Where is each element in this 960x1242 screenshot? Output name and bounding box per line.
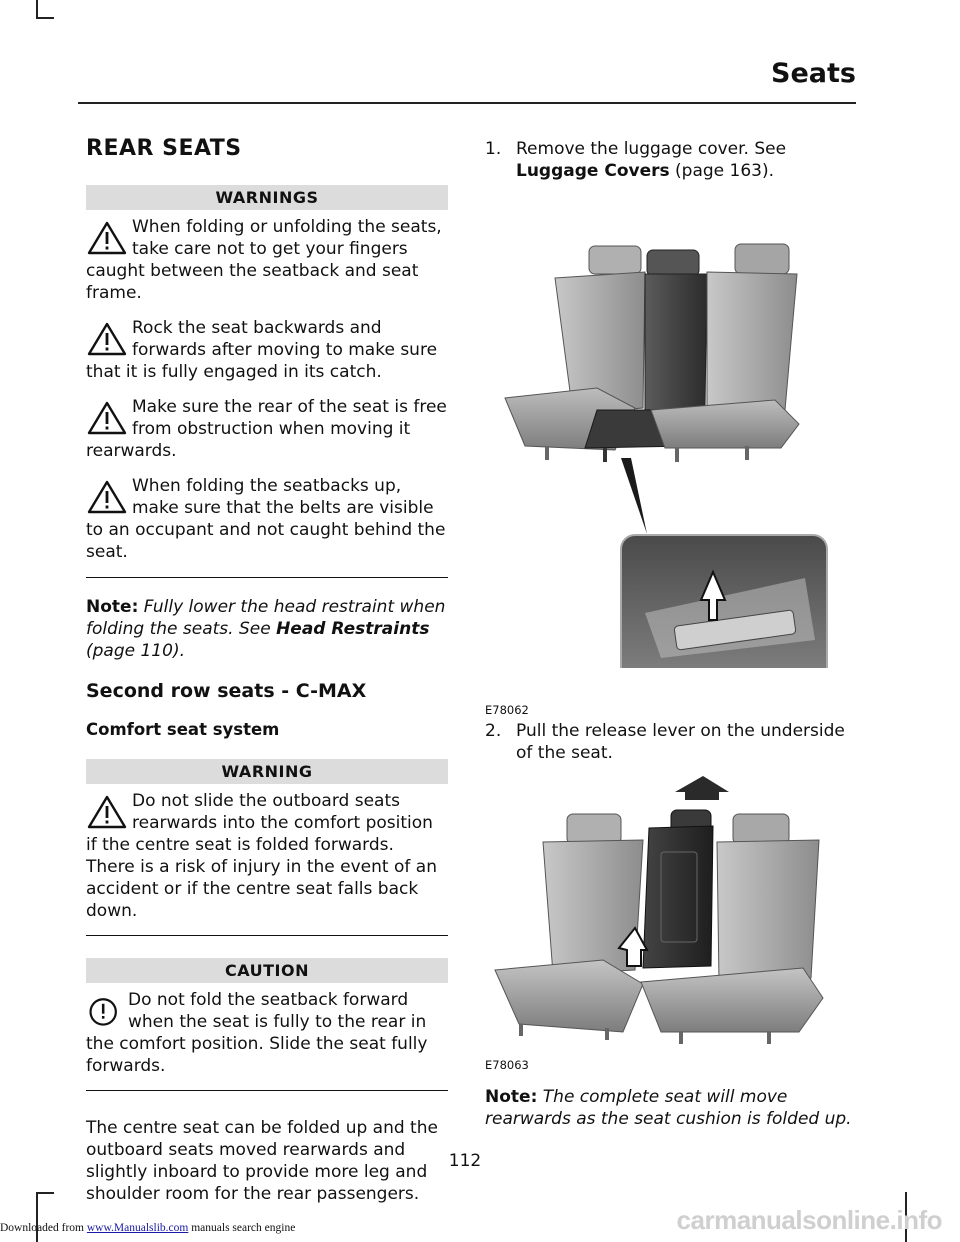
caution-exclamation-icon [86,993,124,1029]
warning-triangle-icon [86,794,128,830]
note-label: Note: [485,1087,538,1107]
download-footer [0,1222,295,1234]
section-divider [86,1090,448,1091]
warning-item [86,216,448,304]
warning-text: When folding the seatbacks up, make sure that the belts are visible to an occupant and not caught [86,476,434,540]
watermark-text: carmanualsonline.info [676,1205,942,1235]
section-title: REAR SEATS [86,136,242,161]
crop-mark [36,17,54,19]
page-header-title: Seats [771,58,856,89]
section-divider [86,577,448,578]
warning-item [86,475,448,563]
caution-item [86,989,448,1077]
figure-code: E78063 [485,1058,529,1072]
note-seat-movement [485,1086,855,1130]
footer-link[interactable]: www.Manualslib.com [86,1222,189,1234]
header-divider [78,102,856,104]
warning-item [86,396,448,462]
warning-text-continued: There is a risk of injury in the event of an accident or if the centre seat falls back down. [86,857,437,921]
step-instruction: Remove the luggage cover. See [516,139,787,159]
warning-item [86,317,448,383]
warning-triangle-icon [86,321,128,357]
section-divider [86,935,448,936]
step-number: 2. [485,721,502,741]
crop-mark [36,1192,54,1194]
right-column [485,138,855,1148]
note-page-ref: (page 110). [86,641,185,661]
warning-text-continued: seat frame. [86,261,419,303]
note-head-restraint [86,596,448,662]
subsection-title: Second row seats - C-MAX [86,680,367,702]
centre-seat-folded-illustration [485,770,855,1070]
caution-text-continued: forwards. [86,1056,166,1076]
note-text: Fully lower the head restraint when folding the seats. See [86,597,446,639]
cross-reference-link[interactable]: Head Restraints [276,619,430,639]
warning-triangle-icon [86,479,128,515]
warning-text: Make sure the rear of the seat is free from obstruction when moving it rearwards. [86,397,447,461]
step-2 [485,720,855,764]
left-column [86,136,448,1205]
crop-mark [36,0,38,18]
warning-triangle-icon [86,220,128,256]
cross-reference-link[interactable]: Luggage Covers [516,161,670,181]
footer-prefix: Downloaded from [0,1222,84,1234]
figure-code: E78062 [485,703,529,717]
warnings-banner: WARNINGS [86,185,448,210]
comfort-system-paragraph: The centre seat can be folded up and the outboard seats moved rearwards and slightly inboard to provide more leg and shoulder room for the rear passengers. [86,1118,438,1204]
caution-text: Do not fold the seatback forward when the seat is fully to the rear in the comfort position. Slide the seat fully [86,990,428,1054]
note-label: Note: [86,597,139,617]
warning-banner: WARNING [86,759,448,784]
step-text: Pull the release lever on the underside of the seat. [516,721,845,763]
warning-item [86,790,448,922]
figure-centre-seat-folded [485,770,855,1070]
warning-text: Rock the seat backwards and forwards after moving to make sure that it is fully engaged in its catch. [86,318,438,382]
warning-text: Do not slide the outboard seats rearwards into the comfort position if the centre seat is folded forwards. [86,791,433,855]
caution-banner: CAUTION [86,958,448,983]
page-number: 112 [448,1151,482,1171]
step-number: 1. [485,139,502,159]
warning-text: When folding or unfolding the seats, take care not to get your fingers caught between the seatback and [86,217,442,281]
step-page-ref: (page 163). [675,161,775,181]
step-text [516,138,855,182]
rear-seats-illustration [485,188,855,668]
footer-suffix: manuals search engine [191,1222,296,1234]
note-text: The complete seat will move rearwards as the seat cushion is folded up. [485,1087,852,1129]
subsubsection-title: Comfort seat system [86,720,280,739]
figure-rear-seats-lever [485,188,855,717]
step-1 [485,138,855,182]
warning-triangle-icon [86,400,128,436]
crop-mark [36,1192,38,1242]
warning-text-continued: behind the seat. [86,520,446,562]
